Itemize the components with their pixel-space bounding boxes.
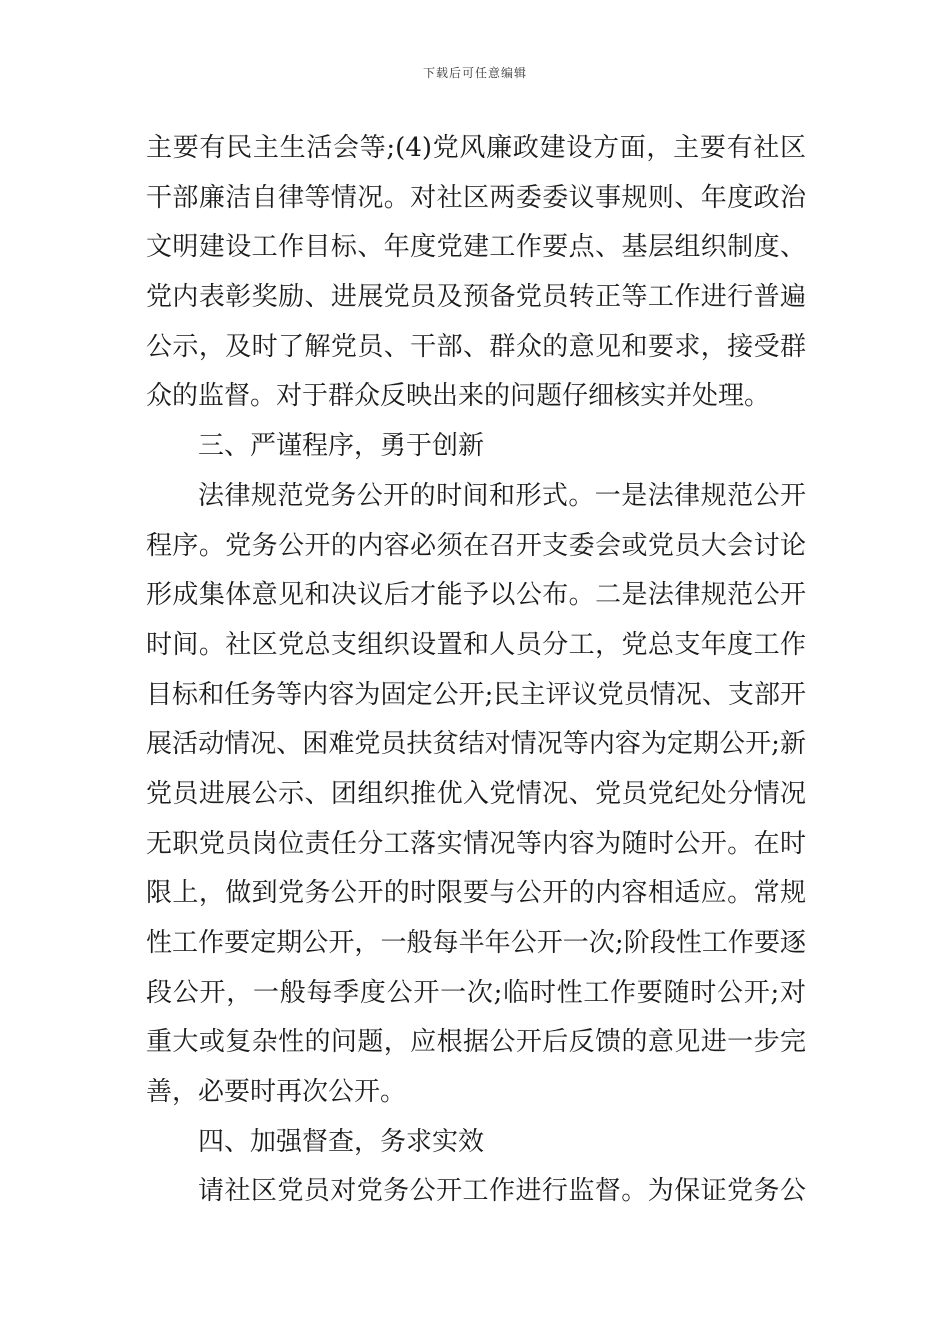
paragraph-line: 公示，及时了解党员、干部、群众的意见和要求，接受群	[146, 331, 806, 362]
paragraph-line: 善，必要时再次公开。	[146, 1077, 407, 1108]
section-heading: 三、严谨程序，勇于创新	[198, 431, 485, 462]
paragraph-line: 党内表彰奖励、进展党员及预备党员转正等工作进行普遍	[146, 282, 806, 313]
paragraph-line: 众的监督。对于群众反映出来的问题仔细核实并处理。	[146, 381, 771, 412]
paragraph-line: 党员进展公示、团组织推优入党情况、党员党纪处分情况	[146, 778, 806, 809]
paragraph-line: 形成集体意见和决议后才能予以公布。二是法律规范公开	[146, 580, 806, 611]
paragraph-line: 无职党员岗位责任分工落实情况等内容为随时公开。在时	[146, 828, 806, 859]
paragraph-line: 程序。党务公开的内容必须在召开支委会或党员大会讨论	[146, 530, 806, 561]
paragraph-line: 时间。社区党总支组织设置和人员分工，党总支年度工作	[146, 629, 806, 660]
paragraph-line: 文明建设工作目标、年度党建工作要点、基层组织制度、	[146, 232, 806, 263]
paragraph-line: 展活动情况、困难党员扶贫结对情况等内容为定期公开;新	[146, 729, 806, 760]
section-heading: 四、加强督查，务求实效	[198, 1126, 485, 1157]
paragraph-line: 重大或复杂性的问题，应根据公开后反馈的意见进一步完	[146, 1027, 806, 1058]
paragraph-line: 段公开，一般每季度公开一次;临时性工作要随时公开;对	[146, 977, 806, 1008]
paragraph-line: 限上，做到党务公开的时限要与公开的内容相适应。常规	[146, 878, 806, 909]
paragraph-line: 主要有民主生活会等;(4)党风廉政建设方面，主要有社区	[146, 133, 806, 163]
paragraph-line: 干部廉洁自律等情况。对社区两委委议事规则、年度政治	[146, 182, 806, 213]
paragraph-line: 性工作要定期公开，一般每半年公开一次;阶段性工作要逐	[146, 928, 806, 958]
paragraph-line: 法律规范党务公开的时间和形式。一是法律规范公开	[198, 480, 806, 511]
document-body	[146, 128, 806, 1221]
paragraph-line: 目标和任务等内容为固定公开;民主评议党员情况、支部开	[146, 679, 806, 710]
page-header-note: 下载后可任意编辑	[422, 66, 527, 80]
paragraph-line: 请社区党员对党务公开工作进行监督。为保证党务公	[198, 1176, 806, 1207]
